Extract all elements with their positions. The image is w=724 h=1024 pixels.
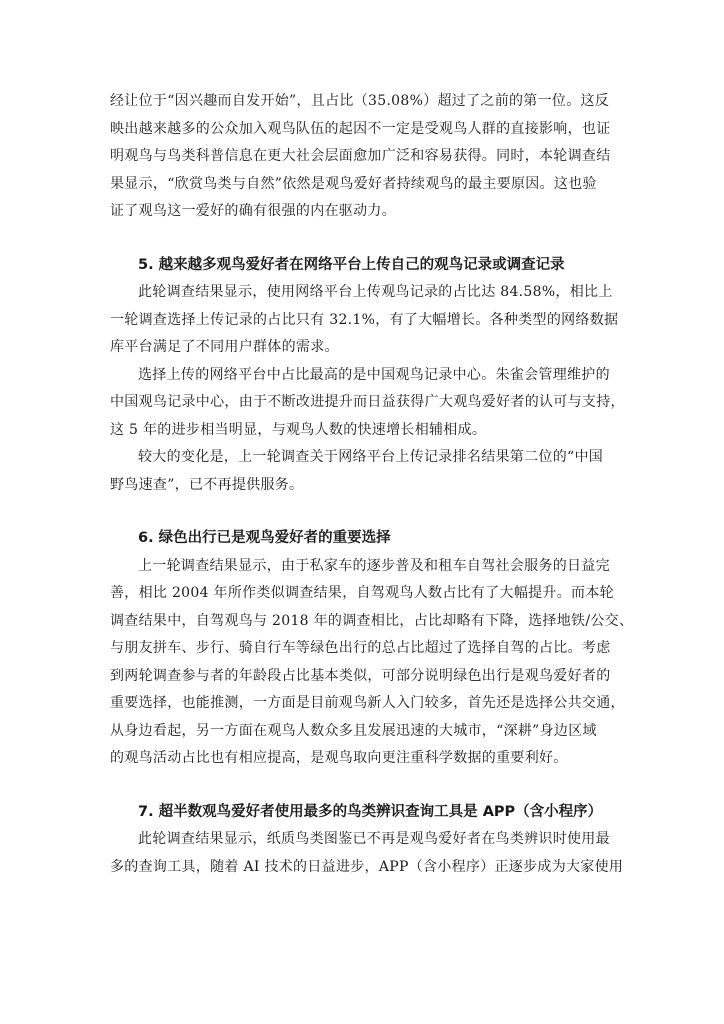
paragraph-green-travel — [110, 553, 634, 773]
text-line: 此轮调查结果显示，纸质鸟类图鉴已不再是观鸟爱好者在鸟类辨识时使用最 — [138, 831, 610, 847]
section-heading-5: 5. 越来越多观鸟爱好者在网络平台上传自己的观鸟记录或调查记录 — [138, 256, 565, 273]
text-line: 中国观鸟记录中心，由于不断改进提升而日益获得广大观鸟爱好者的认可与支持， — [110, 394, 625, 410]
text-line: 从身边看起，另一方面在观鸟人数众多且发展迅速的大城市，“深耕”身边区域 — [110, 722, 597, 739]
text-line: 较大的变化是，上一轮调查关于网络平台上传记录排名结果第二位的“中国 — [138, 449, 604, 465]
paragraph-id-tools — [110, 826, 624, 881]
section-heading-7: 7. 超半数观鸟爱好者使用最多的鸟类辨识查询工具是 APP（含小程序） — [138, 803, 603, 820]
text-line: 调查结果中，自驾观鸟与 2018 年的调查相比，占比却略有下降，选择地铁/公交、 — [110, 612, 634, 629]
section-heading-6: 6. 绿色出行已是观鸟爱好者的重要选择 — [138, 530, 391, 546]
paragraph-online-upload — [110, 279, 619, 362]
text-line: 证了观鸟这一爱好的确有很强的内在驱动力。 — [110, 203, 396, 219]
paragraph-record-center — [110, 362, 625, 445]
text-line: 到两轮调查参与者的年龄段占比基本类似，可部分说明绿色出行是观鸟爱好者的 — [110, 667, 611, 684]
text-line: 与朋友拼车、步行、骑自行车等绿色出行的总占比超过了选择自驾的占比。考虑 — [110, 640, 611, 656]
document-body — [110, 88, 634, 881]
text-line: 重要选择，也能推测，一方面是目前观鸟新人入门较多，首先还是选择公共交通， — [110, 695, 625, 711]
text-line: 多的查询工具，随着 AI 技术的日益进步，APP（含小程序）正逐步成为大家使用 — [110, 858, 624, 875]
text-line: 野鸟速查”，已不再提供服务。 — [110, 476, 304, 493]
text-line: 果显示，“欣赏鸟类与自然”依然是观鸟爱好者持续观鸟的最主要原因。这也验 — [110, 175, 597, 192]
text-line: 选择上传的网络平台中占比最高的是中国观鸟记录中心。朱雀会管理维护的 — [138, 366, 610, 383]
text-line: 这 5 年的进步相当明显，与观鸟人数的快速增长相辅相成。 — [110, 421, 487, 438]
paragraph-motivation — [110, 88, 616, 226]
text-line: 明观鸟与鸟类科普信息在更大社会层面愈加广泛和容易获得。同时，本轮调查结 — [110, 148, 611, 164]
text-line: 的观鸟活动占比也有相应提高，是观鸟取向更注重科学数据的重要利好。 — [110, 750, 568, 766]
text-line: 一轮调查选择上传记录的占比只有 32.1%，有了大幅增长。各种类型的网络数据 — [110, 311, 619, 328]
paragraph-service-change — [110, 444, 616, 499]
spacer — [110, 499, 616, 525]
text-line: 映出越来越多的公众加入观鸟队伍的起因不一定是受观鸟人群的直接影响，也证 — [110, 120, 611, 137]
text-line: 此轮调查结果显示，使用网络平台上传观鸟记录的占比达 84.58%，相比上 — [138, 284, 613, 300]
spacer — [110, 226, 616, 252]
text-line: 经让位于“因兴趣而自发开始”，且占比（35.08%）超过了之前的第一位。这反 — [110, 93, 610, 109]
text-line: 库平台满足了不同用户群体的需求。 — [110, 339, 339, 355]
spacer — [110, 773, 616, 799]
text-line: 上一轮调查结果显示，由于私家车的逐步普及和租车自驾社会服务的日益完 — [138, 557, 610, 574]
text-line: 善，相比 2004 年所作类似调查结果，自驾观鸟人数占比有了大幅提升。而本轮 — [110, 585, 614, 601]
